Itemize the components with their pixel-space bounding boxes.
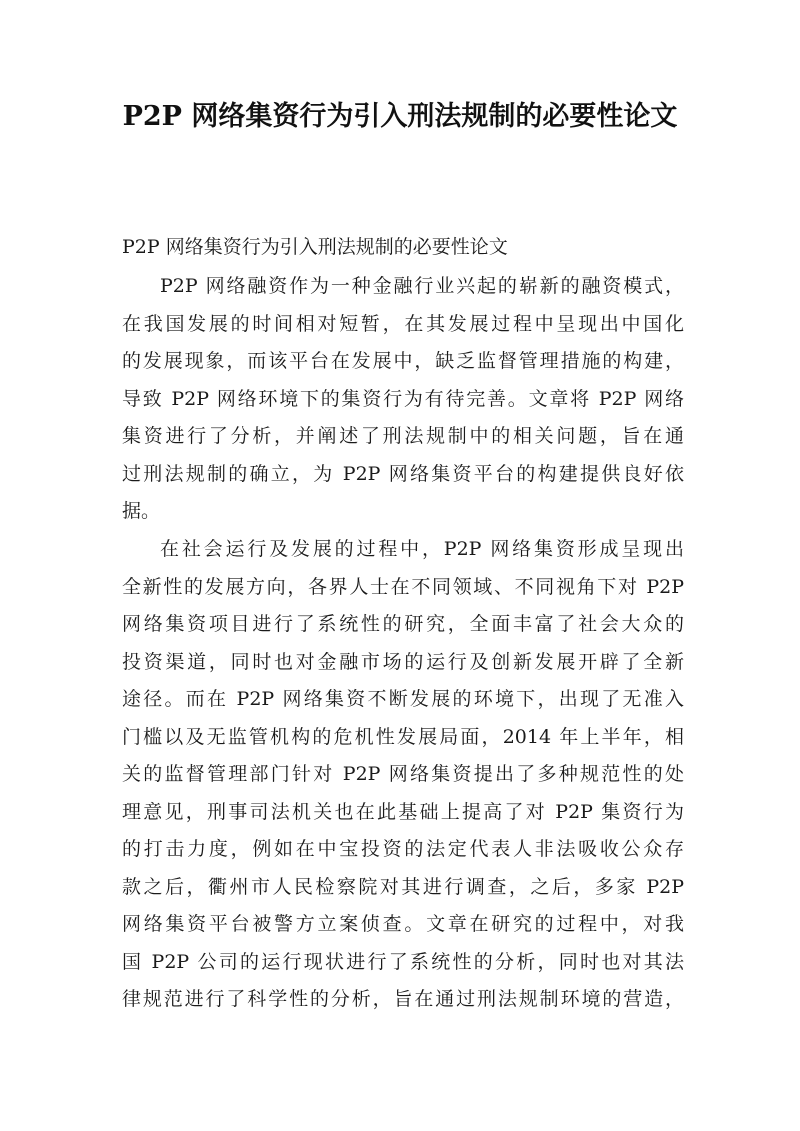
paragraph-line: 集资进行了分析，并阐述了刑法规制中的相关问题，旨在通 [122,425,684,447]
paragraph-line: 国 P2P 公司的运行现状进行了系统性的分析，同时也对其法 [122,950,684,973]
paragraph-line: 在我国发展的时间相对短暂，在其发展过程中呈现出中国化 [122,312,684,335]
paragraph-line: 导致 P2P 网络环境下的集资行为有待完善。文章将 P2P 网络 [122,387,684,410]
paragraph-1 [122,268,684,531]
paragraph-line: 网络集资平台被警方立案侦查。文章在研究的过程中，对我 [122,913,684,935]
paragraph-line: 途径。而在 P2P 网络集资不断发展的环境下，出现了无准入 [122,688,684,710]
paragraph-line: 门槛以及无监管机构的危机性发展局面，2014 年上半年，相 [122,725,684,748]
document-title-text: P2P 网络集资行为引入刑法规制的必要性论文 [122,101,678,132]
paragraph-line: 投资渠道，同时也对金融市场的运行及创新发展开辟了全新 [122,650,684,673]
paragraph-line: 关的监督管理部门针对 P2P 网络集资提出了多种规范性的处 [122,763,684,785]
document-title [100,90,700,144]
paragraph-line: 网络集资项目进行了系统性的研究，全面丰富了社会大众的 [122,613,684,635]
paragraph-line: 全新性的发展方向，各界人士在不同领域、不同视角下对 P2P [122,575,684,598]
paragraph-line: 在社会运行及发展的过程中，P2P 网络集资形成呈现出 [160,538,684,560]
paragraph-line: 的打击力度，例如在中宝投资的法定代表人非法吸收公众存 [122,838,684,860]
paragraph-line: 据。 [122,500,161,522]
paragraph-line: 的发展现象，而该平台在发展中，缺乏监督管理措施的构建， [122,350,684,372]
paragraph-2 [122,531,684,1019]
document-subtitle: P2P 网络集资行为引入刑法规制的必要性论文 [122,236,508,258]
paragraph-line: 过刑法规制的确立，为 P2P 网络集资平台的构建提供良好依 [122,462,684,485]
paragraph-line: 理意见，刑事司法机关也在此基础上提高了对 P2P 集资行为 [122,800,684,823]
paragraph-line: 款之后，衢州市人民检察院对其进行调查，之后，多家 P2P [122,875,684,898]
paragraph-line: P2P 网络融资作为一种金融行业兴起的崭新的融资模式， [160,275,684,297]
paragraph-line: 律规范进行了科学性的分析，旨在通过刑法规制环境的营造， [122,988,684,1010]
